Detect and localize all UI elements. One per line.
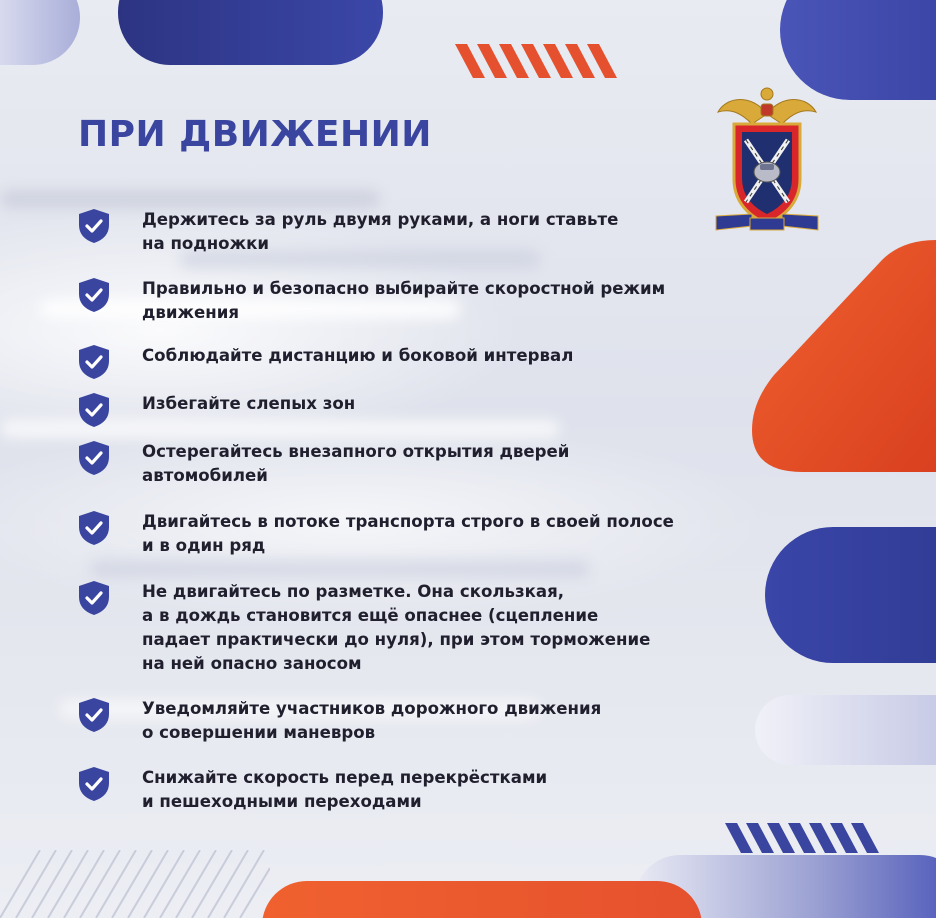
rule-text: Остерегайтесь внезапного открытия дверей автомобилей [142, 442, 570, 485]
background-streak [0, 190, 380, 208]
list-item [78, 510, 758, 590]
shield-check-icon [78, 766, 110, 802]
top-left-lavender-pill [0, 0, 80, 65]
shield-check-icon [78, 580, 110, 616]
top-navy-pill [118, 0, 383, 65]
rule-text: Не двигайтесь по разметке. Она скользкая, а в дождь становится ещё опаснее (сцепление падает практически до нуля), при этом торможение на ней опасно заносом [142, 582, 651, 673]
bottom-left-hatch-pattern [0, 850, 270, 918]
bottom-orange-pill [262, 881, 702, 918]
shield-check-icon [78, 344, 110, 380]
rule-text: Двигайтесь в потоке транспорта строго в своей полосе и в один ряд [142, 512, 674, 555]
list-item [78, 766, 758, 846]
rule-text: Держитесь за руль двумя руками, а ноги ставьте на подножки [142, 210, 619, 253]
rule-text: Правильно и безопасно выбирайте скоростной режим движения [142, 279, 666, 322]
shield-check-icon [78, 392, 110, 428]
shield-check-icon [78, 510, 110, 546]
shield-check-icon [78, 277, 110, 313]
list-item [78, 208, 758, 288]
top-stripes-icon [455, 44, 625, 78]
right-lavender-pill [755, 695, 936, 765]
page-title: ПРИ ДВИЖЕНИИ [78, 114, 432, 155]
rule-text: Уведомляйте участников дорожного движения о совершении маневров [142, 699, 602, 742]
rule-text: Соблюдайте дистанцию и боковой интервал [142, 346, 574, 365]
list-item [78, 440, 758, 520]
list-item [78, 697, 758, 777]
shield-check-icon [78, 697, 110, 733]
rule-text: Снижайте скорость перед перекрёстками и пешеходными переходами [142, 768, 548, 811]
shield-check-icon [78, 208, 110, 244]
right-orange-shape [752, 240, 936, 472]
list-item [78, 580, 758, 680]
shield-check-icon [78, 440, 110, 476]
right-navy-pill [765, 527, 936, 663]
rule-text: Избегайте слепых зон [142, 394, 356, 413]
